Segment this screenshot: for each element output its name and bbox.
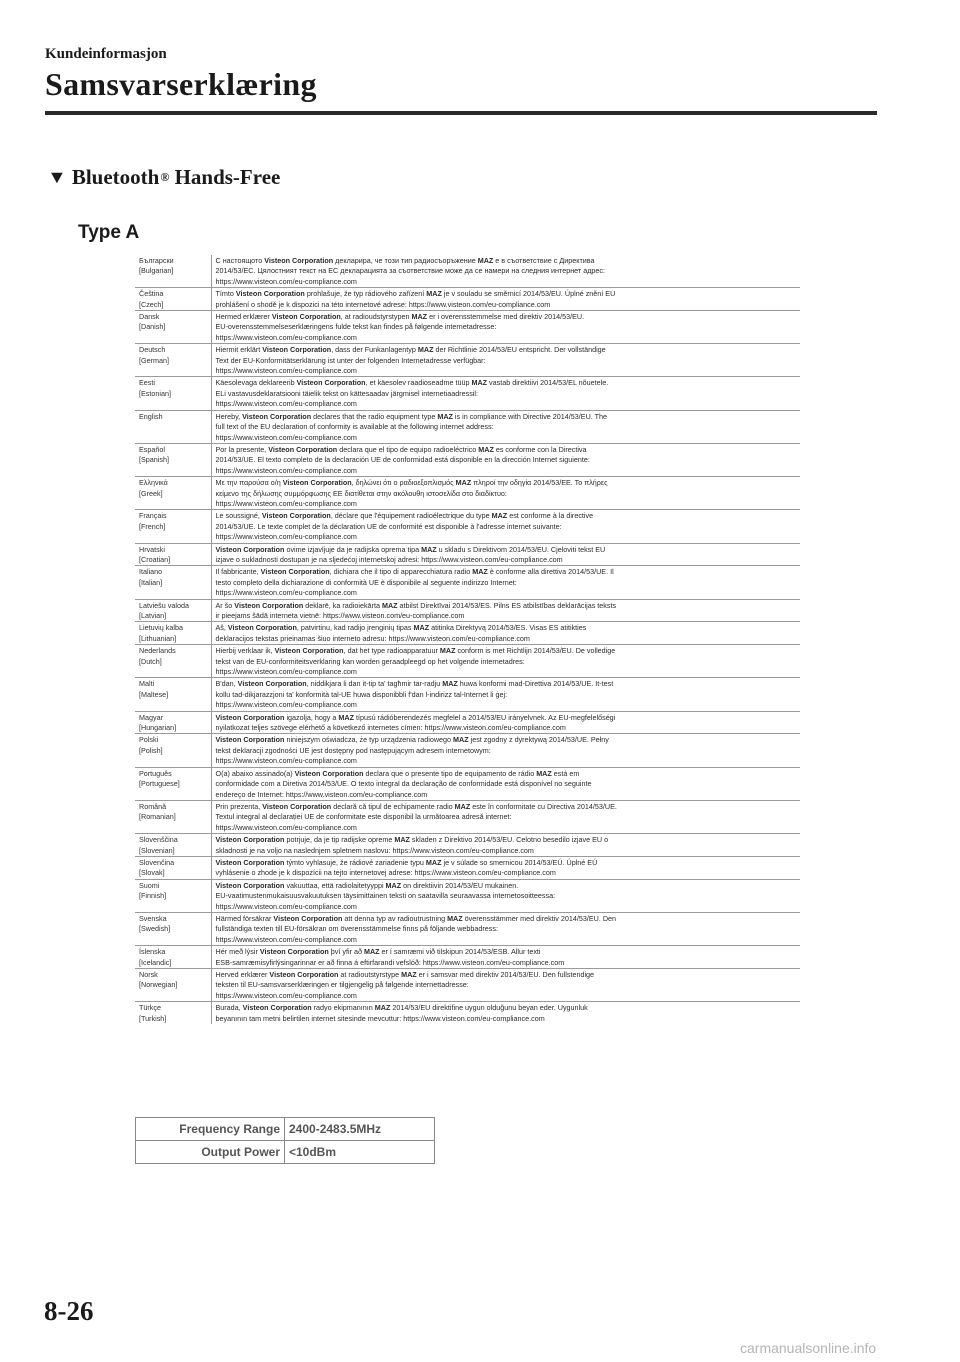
declaration-line: Visteon Corporation igazolja, hogy a MAZ típusú rádióberendezés megfelel a 2014/53/EU irányelvnek. Az EU-megfelelőségi [215,712,616,722]
declaration-text [211,711,800,734]
declaration-row [135,969,800,1002]
language-name: Malti [139,679,155,689]
declaration-line: testo completo della dichiarazione di conformità UE è disponibile al seguente indirizzo Internet: [215,577,517,587]
declaration-text [211,946,800,969]
declaration-row [135,410,800,443]
declaration-line: 2014/53/ЕС. Цялостният текст на ЕС декларацията за съответствие може да се намери на следния интернет адрес: [215,266,605,276]
language-cell [135,1002,211,1024]
language-name: Français [139,511,167,521]
language-cell [135,912,211,945]
declaration-row [135,1002,800,1024]
declaration-line: https://www.visteon.com/eu-compliance.com [215,667,357,677]
declaration-line: Prin prezenta, Visteon Corporation declară că tipul de echipamente radio MAZ este în conformitate cu Directiva 2014/53/UE. [215,801,617,811]
language-code: [Hungarian] [139,723,177,733]
declaration-line: https://www.visteon.com/eu-compliance.com [215,432,357,442]
declaration-line: Hierbij verklaar ik, Visteon Corporation, dat het type radioapparatuur MAZ conform is met Richtlijn 2014/53/EU. De volledige [215,646,616,656]
declaration-line: Herved erklærer Visteon Corporation at radioutstyrstype MAZ er i samsvar med direktiv 2014/53/EU. Den fullstendige [215,970,595,979]
language-name: Polski [139,735,159,745]
declaration-line: https://www.visteon.com/eu-compliance.com [215,990,357,1000]
declaration-row [135,543,800,566]
language-cell [135,410,211,443]
language-cell [135,856,211,879]
language-code: [Maltese] [139,689,169,699]
language-name: Deutsch [139,345,166,355]
language-code: [Czech] [139,299,164,309]
declaration-line: https://www.visteon.com/eu-compliance.com [215,276,357,286]
declaration-line: Hér með lýsir Visteon Corporation því yfir að MAZ er í samræmi við tilskipun 2014/53/ESB. Allur texti [215,947,541,957]
declaration-line: Burada, Visteon Corporation radyo ekipmanının MAZ 2014/53/EU direktifine uygun olduğunu beyan eder. Uygunluk [215,1003,588,1013]
declaration-text [211,1002,800,1024]
declaration-line: Text der EU-Konformitätserklärung ist unter der folgenden Internetadresse verfügbar: [215,355,486,365]
declaration-line: Visteon Corporation potrjuje, da je tip radijske opreme MAZ skladen z Direktivo 2014/53/EU. Celotno besedilo izjave EU o [215,835,609,845]
declaration-line: Visteon Corporation ovime izjavljuje da je radijska oprema tipa MAZ u skladu s Direktivom 2014/53/EU. Cjeloviti tekst EU [215,544,606,554]
language-name: Hrvatski [139,544,165,554]
section-title: Bluetooth [71,165,160,189]
language-cell [135,377,211,410]
language-code: [Slovak] [139,868,165,878]
declaration-text [211,543,800,566]
declaration-row [135,645,800,678]
language-name: Ελληνικά [139,478,168,488]
language-name: Eesti [139,378,155,388]
declaration-text [211,622,800,645]
declaration-line: prohlášení o shodě je k dispozici na této internetové adrese: https://www.visteon.com/eu-compliance.com [215,299,551,309]
language-cell [135,599,211,622]
declaration-line: Textul integral al declarației UE de conformitate este disponibil la următoarea adresă internet: [215,812,512,822]
page-title: Samsvarserklæring [45,66,317,102]
language-cell [135,734,211,767]
declaration-row [135,344,800,377]
declaration-line: Visteon Corporation niniejszym oświadcza, że typ urządzenia radiowego MAZ jest zgodny z dyrektywą 2014/53/UE. Pełny [215,735,609,745]
language-code: [Slovenian] [139,845,175,855]
declaration-line: https://www.visteon.com/eu-compliance.com [215,934,357,944]
declaration-row [135,912,800,945]
declaration-line: https://www.visteon.com/eu-compliance.com [215,366,357,376]
spec-label: Frequency Range [136,1118,285,1141]
declaration-row [135,856,800,879]
declaration-line: EU-vaatimustenmukaisuusvakuutuksen täysimittainen teksti on saatavilla seuraavassa internetosoitteessa: [215,891,556,901]
declaration-line: tekst deklaracji zgodności UE jest dostępny pod następującym adresem internetowym: [215,745,491,755]
declaration-line: izjave o sukladnosti dostupan je na sljedećoj internetskoj adresi: https://www.visteon.com/eu-compliance.com [215,554,563,564]
declaration-line: beyanının tam metni belirtilen internet sitesinde mevcuttur: https://www.visteon.com/eu-compliance.com [215,1013,545,1023]
declaration-row [135,800,800,833]
language-name: Română [139,801,167,811]
language-name: Magyar [139,712,163,722]
declaration-text [211,377,800,410]
language-name: Suomi [139,880,160,890]
declaration-row [135,311,800,344]
declaration-line: https://www.visteon.com/eu-compliance.com [215,465,357,475]
declaration-line: conformidade com a Diretiva 2014/53/UE. O texto integral da declaração de conformidade está disponível no seguinte [215,779,592,789]
language-cell [135,344,211,377]
spec-value: <10dBm [285,1141,435,1164]
language-code: [Danish] [139,322,166,332]
language-code: [Dutch] [139,656,162,666]
language-cell [135,834,211,857]
section-title-suffix: Hands-Free [169,165,281,189]
language-code: [German] [139,355,169,365]
language-cell [135,800,211,833]
language-cell [135,946,211,969]
language-cell [135,678,211,711]
declaration-line: Hereby, Visteon Corporation declares that the radio equipment type MAZ is in compliance with Directive 2014/53/EU. The [215,411,608,421]
language-cell [135,255,211,288]
declaration-line: O(a) abaixo assinado(a) Visteon Corporation declara que o presente tipo de equipamento de rádio MAZ está em [215,768,580,778]
language-cell [135,767,211,800]
declaration-line: Il fabbricante, Visteon Corporation, dichiara che il tipo di apparecchiatura radio MAZ è conforme alla direttiva 2014/53/UE. Il [215,567,614,577]
declaration-line: Aš, Visteon Corporation, patvirtinu, kad radijo įrenginių tipas MAZ atitinka Direktyvą 2014/53/ES. Visas ES atitikties [215,623,587,633]
declaration-line: tekst van de EU-conformiteitsverklaring kan worden geraadpleegd op het volgende internetadres: [215,656,525,666]
language-name: Dansk [139,312,160,322]
language-name: Português [139,768,172,778]
declaration-line: Με την παρούσα ο/η Visteon Corporation, δηλώνει ότι ο ραδιοεξοπλισμός MAZ πληροί την οδηγία 2014/53/ΕΕ. Το πλήρες [215,478,608,488]
language-name: Svenska [139,913,167,923]
language-cell [135,311,211,344]
declaration-line: Por la presente, Visteon Corporation declara que el tipo de equipo radioeléctrico MAZ es conforme con la Directiva [215,444,587,454]
language-code: [Italian] [139,577,163,587]
triangle-down-icon: ▼ [47,167,67,187]
language-name: Norsk [139,970,158,979]
declaration-text [211,311,800,344]
watermark: carmanualsonline.info [740,1340,877,1356]
declaration-line: B'dan, Visteon Corporation, niddikjara li dan it-tip ta' tagħmir tar-radju MAZ huwa konformi mad-Direttiva 2014/53/UE. It-test [215,679,614,689]
declaration-line: https://www.visteon.com/eu-compliance.com [215,332,357,342]
declaration-line: https://www.visteon.com/eu-compliance.com [215,399,357,409]
language-code: [Finnish] [139,891,167,901]
declaration-row [135,599,800,622]
declaration-row [135,477,800,510]
declaration-line: full text of the EU declaration of conformity is available at the following internet address: [215,422,494,432]
language-code: [Latvian] [139,611,167,620]
declaration-text [211,510,800,543]
declaration-line: skladnosti je na voljo na naslednjem spletnem naslovu: https://www.visteon.com/eu-compliance.com [215,845,534,855]
language-name: Türkçe [139,1003,161,1013]
language-code: [Greek] [139,488,163,498]
language-cell [135,879,211,912]
language-name: Íslenska [139,947,166,957]
spec-value: 2400-2483.5MHz [285,1118,435,1141]
language-name: Slovenčina [139,857,175,867]
declaration-line: https://www.visteon.com/eu-compliance.com [215,822,357,832]
declaration-row [135,711,800,734]
title-rule [45,111,877,115]
language-name: Español [139,444,165,454]
language-code: [Portuguese] [139,779,180,789]
language-code: [Bulgarian] [139,266,174,276]
declaration-row [135,566,800,599]
language-code: [Croatian] [139,554,171,564]
declaration-line: kollu tad-dikjarazzjoni ta' konformità tal-UE huwa disponibbli f'dan l-indirizz tal-Internet li ġej: [215,689,508,699]
type-label: Type A [78,222,140,243]
declaration-row [135,622,800,645]
declaration-line: С настоящото Visteon Corporation декларира, че този тип радиосъоръжение MAZ е в съответствие с Директива [215,256,595,265]
declaration-text [211,599,800,622]
declaration-text [211,645,800,678]
language-name: Latviešu valoda [139,600,189,610]
declaration-line: teksten til EU-samsvarserklæringen er tilgjengelig på følgende internettadresse: [215,980,469,990]
language-code: [Swedish] [139,924,171,934]
language-cell [135,510,211,543]
declaration-text [211,443,800,476]
language-name: Lietuvių kalba [139,623,183,633]
language-name: Italiano [139,567,163,577]
declaration-line: κείμενο της δήλωσης συμμόρφωσης ΕΕ διατίθεται στην ακόλουθη ιστοσελίδα στο διαδίκτυο: [215,488,507,498]
spec-table [135,1117,435,1164]
declaration-row [135,834,800,857]
declaration-line: Ar šo Visteon Corporation deklarē, ka radioiekārta MAZ atbilst Direktīvai 2014/53/ES. Pilns ES atbilstības deklarācijas teksts [215,600,617,610]
language-cell [135,443,211,476]
declaration-text [211,678,800,711]
declaration-line: EU-overensstemmelseserklæringens fulde tekst kan findes på følgende internetadresse: [215,322,497,332]
language-code: [Romanian] [139,812,176,822]
language-cell [135,622,211,645]
declaration-text [211,477,800,510]
declaration-line: https://www.visteon.com/eu-compliance.com [215,700,357,710]
declaration-line: https://www.visteon.com/eu-compliance.com [215,588,357,598]
language-code: [Lithuanian] [139,633,177,643]
language-cell [135,566,211,599]
declaration-text [211,255,800,288]
chapter-kicker: Kundeinformasjon [45,46,167,62]
declaration-line: https://www.visteon.com/eu-compliance.com [215,901,357,911]
declaration-row [135,510,800,543]
declaration-line: Hiermit erklärt Visteon Corporation, dass der Funkanlagentyp MAZ der Richtlinie 2014/53/EU entspricht. Der vollständige [215,345,606,355]
language-code: [Spanish] [139,455,169,465]
declaration-text [211,344,800,377]
declaration-text [211,879,800,912]
declaration-text [211,834,800,857]
declaration-text [211,734,800,767]
declaration-text [211,856,800,879]
declaration-row [135,443,800,476]
language-code: [Norwegian] [139,980,178,990]
declaration-line: Härmed försäkrar Visteon Corporation att denna typ av radioutrustning MAZ överensstämmer med direktiv 2014/53/EU. Den [215,913,617,923]
declaration-text [211,566,800,599]
language-code: [Turkish] [139,1013,167,1023]
spec-label: Output Power [136,1141,285,1164]
declaration-line: endereço de Internet: https://www.visteon.com/eu-compliance.com [215,789,428,799]
page-number: 8-26 [44,1296,94,1326]
language-cell [135,711,211,734]
declaration-line: fullständiga texten till EU-försäkran om överensstämmelse finns på följande webbadress: [215,924,498,934]
declaration-line: 2014/53/UE. Le texte complet de la déclaration UE de conformité est disponible à l'adresse internet suivante: [215,521,562,531]
declaration-line: Visteon Corporation vakuuttaa, että radiolaitetyyppi MAZ on direktiivin 2014/53/EU mukainen. [215,880,519,890]
language-code: [French] [139,521,166,531]
spec-row [136,1118,435,1141]
declaration-row [135,946,800,969]
declaration-line: https://www.visteon.com/eu-compliance.com [215,756,357,766]
language-code: [Icelandic] [139,957,172,967]
declaration-line: ir pieejams šādā interneta vietnē: https://www.visteon.com/eu-compliance.com [215,611,465,620]
language-name: Nederlands [139,646,176,656]
declaration-text [211,288,800,311]
declaration-text [211,410,800,443]
language-cell [135,969,211,1002]
declaration-text [211,912,800,945]
language-cell [135,543,211,566]
language-code: [Polish] [139,745,163,755]
declaration-line: Visteon Corporation týmto vyhlasuje, že rádiové zariadenie typu MAZ je v súlade so smernicou 2014/53/EÚ. Úplné EÚ [215,857,598,867]
declaration-text [211,969,800,1002]
declaration-line: deklaracijos tekstas prieinamas šiuo interneto adresu: https://www.visteon.com/eu-compliance.com [215,633,530,643]
language-name: Čeština [139,289,164,299]
declaration-row [135,288,800,311]
declaration-line: Le soussigné, Visteon Corporation, déclare que l'équipement radioélectrique du type MAZ est conforme à la directive [215,511,594,521]
declaration-line: Hermed erklærer Visteon Corporation, at radioudstyrstypen MAZ er i overensstemmelse med direktiv 2014/53/EU. [215,312,585,322]
language-name: Slovenščina [139,835,178,845]
declaration-text [211,767,800,800]
declaration-row [135,734,800,767]
declaration-text [211,800,800,833]
section-heading [48,165,280,190]
declaration-line: Käesolevaga deklareerib Visteon Corporation, et käesolev raadioseadme tüüp MAZ vastab direktiivi 2014/53/EL nõuetele. [215,378,609,388]
declaration-line: https://www.visteon.com/eu-compliance.com [215,498,357,508]
language-name: English [139,411,163,421]
declaration-line: vyhlásenie o zhode je k dispozícii na tejto internetovej adrese: https://www.visteon.com/eu-compliance.com [215,868,556,878]
registered-mark: ® [160,170,170,184]
declaration-line: ELi vastavusdeklaratsiooni täielik tekst on kättesaadav järgmisel internetiaadressil: [215,388,478,398]
language-name: Български [139,256,174,265]
spec-row [136,1141,435,1164]
language-cell [135,477,211,510]
declaration-row [135,767,800,800]
declaration-line: Tímto Visteon Corporation prohlašuje, že typ rádiového zařízení MAZ je v souladu se směrnicí 2014/53/EU. Úplné znění EU [215,289,616,299]
language-cell [135,645,211,678]
declaration-row [135,255,800,288]
declaration-row [135,377,800,410]
declaration-line: https://www.visteon.com/eu-compliance.com [215,532,357,542]
declaration-line: nyilatkozat teljes szövege elérhető a következő internetes címen: https://www.visteon.com/eu-compliance.com [215,723,566,733]
declaration-line: 2014/53/UE. El texto completo de la declaración UE de conformidad está disponible en la dirección Internet siguiente: [215,455,590,465]
declaration-line: ESB-samræmisyfirlýsingarinnar er að finna á eftirfarandi vefslóð: https://www.visteon.com/eu-compliance.com [215,957,565,967]
declaration-row [135,879,800,912]
declaration-table [135,255,800,1024]
language-code: [Estonian] [139,388,171,398]
language-cell [135,288,211,311]
declaration-row [135,678,800,711]
